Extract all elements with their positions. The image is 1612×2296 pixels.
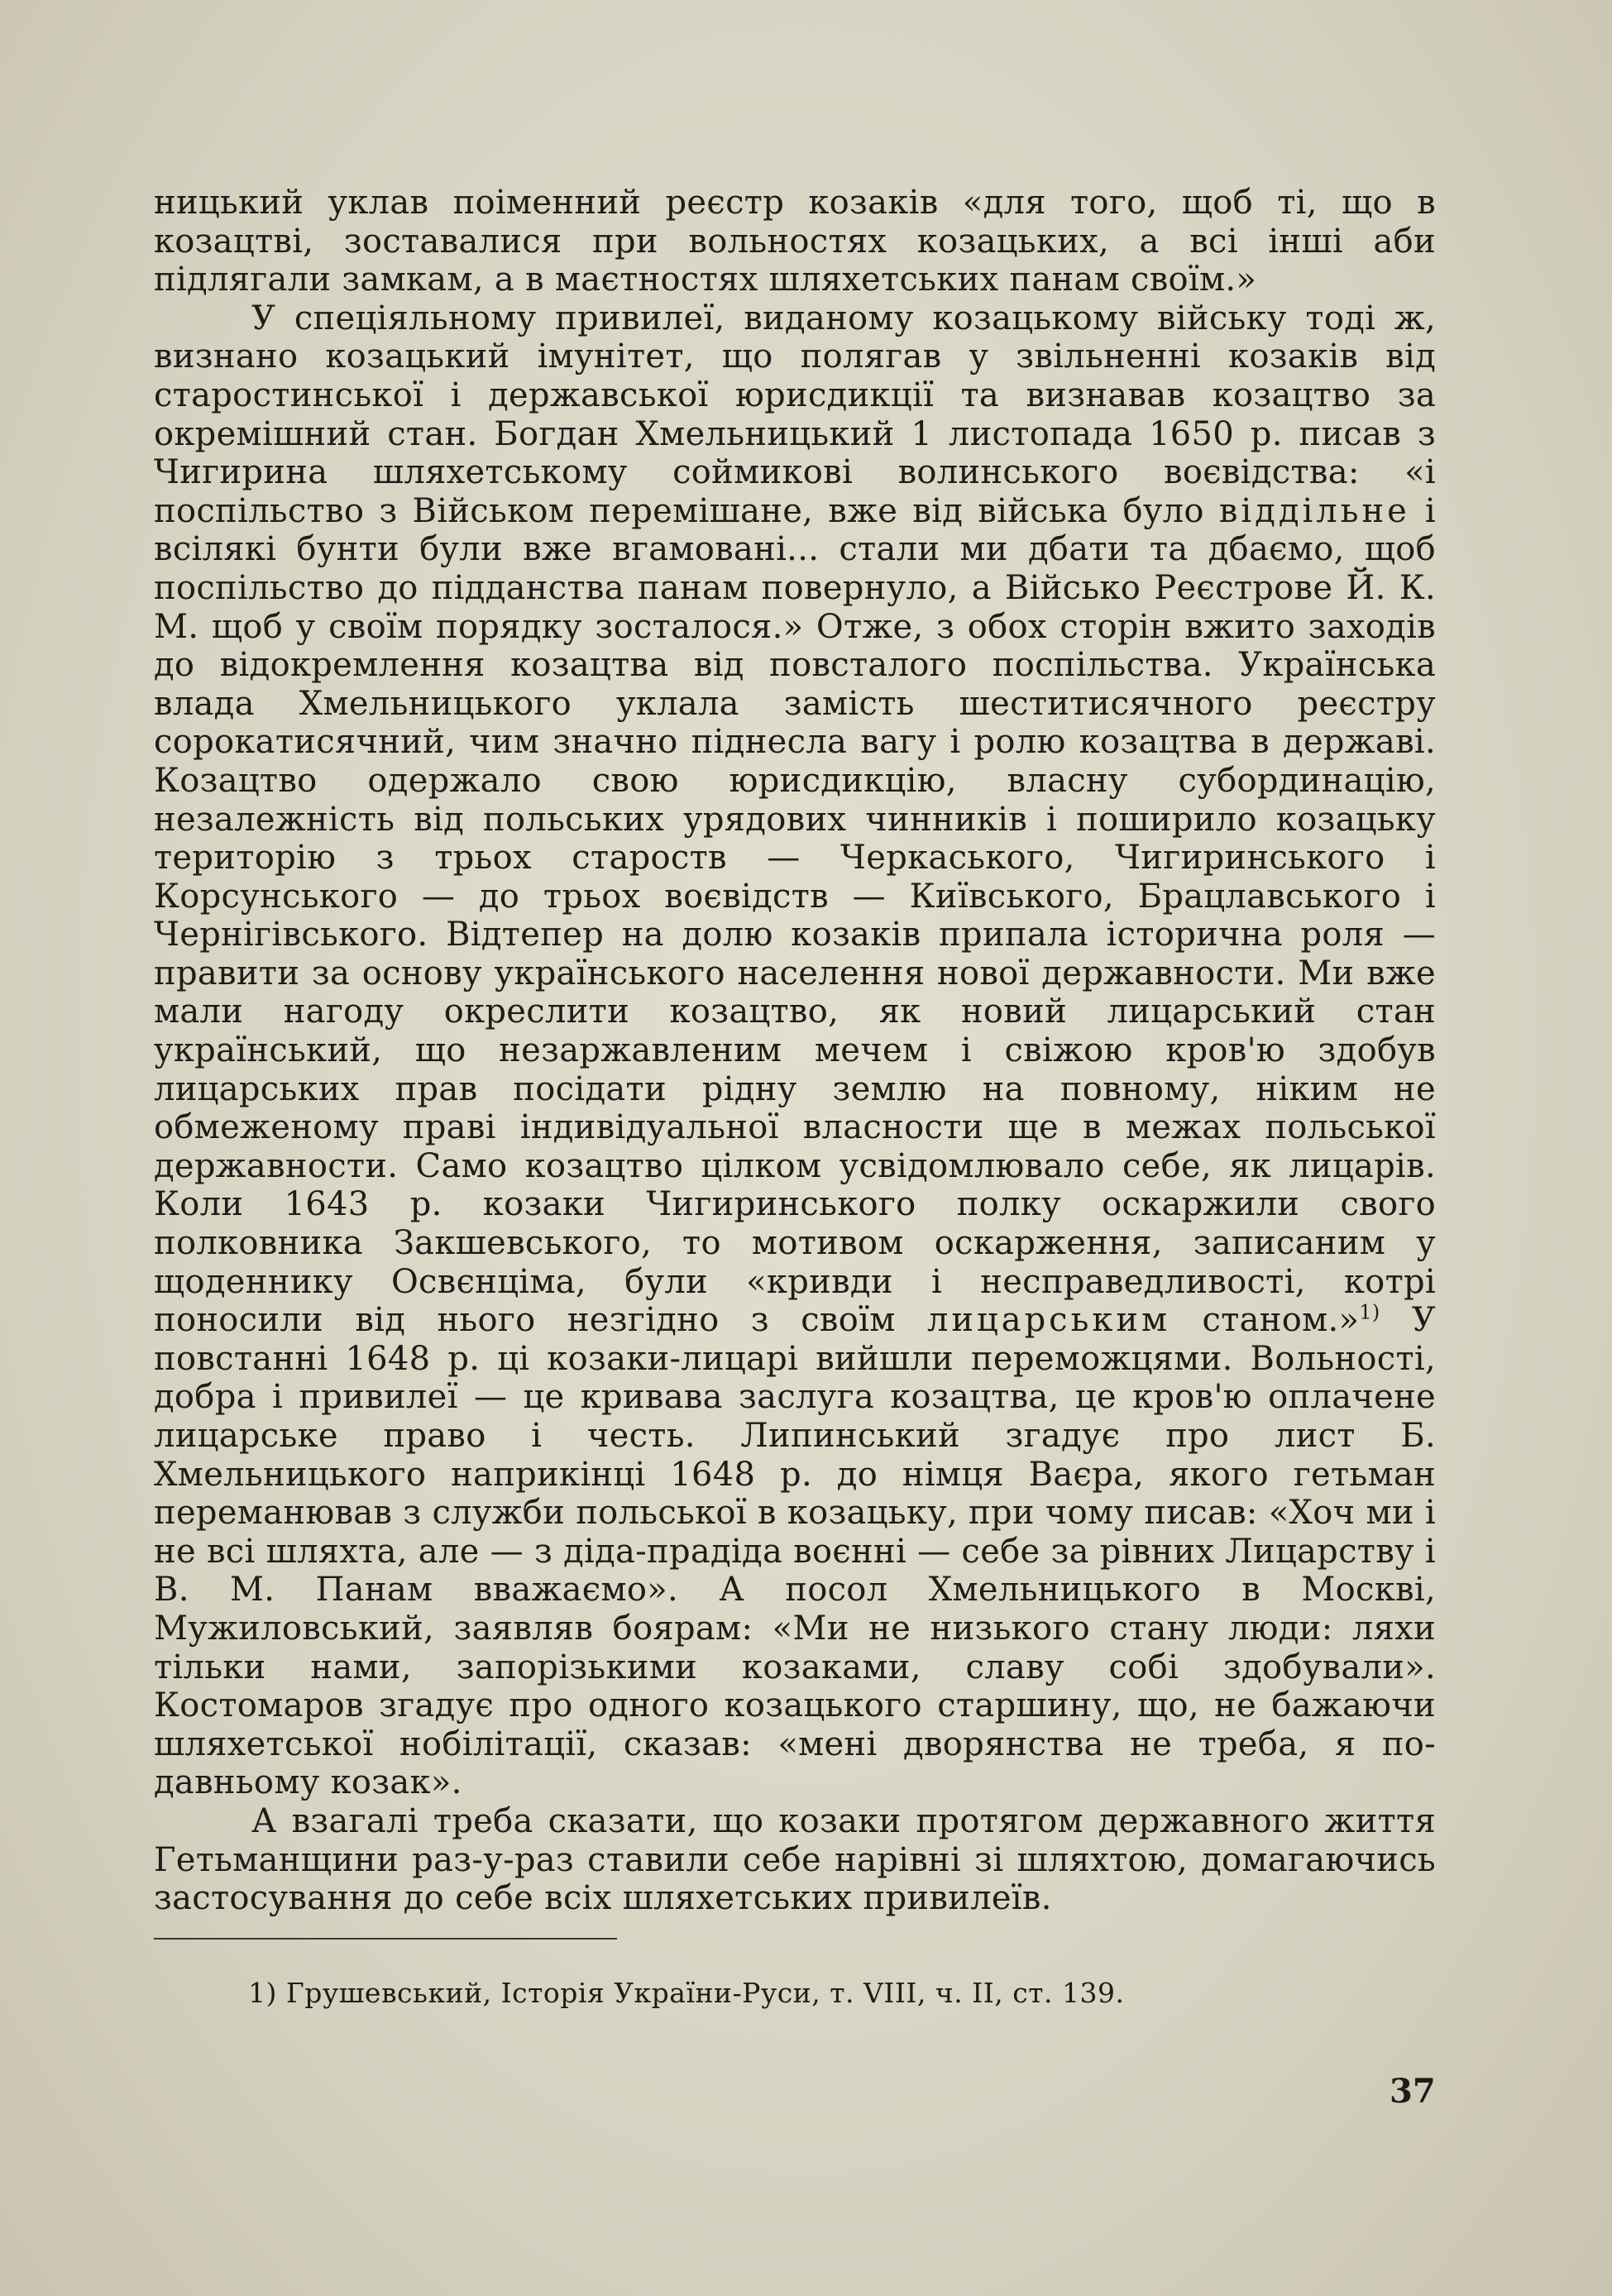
- paragraph-continued: ницький уклав поіменний реєстр козаків «для того, щоб ті, що в козацтві, зоставалися при вольностях козацьких, а всі інші аби підлягали замкам, а в маєтностях шляхетських панам своїм.»: [154, 184, 1436, 299]
- page-number: 37: [1390, 2072, 1436, 2111]
- footnote-marker: 1): [1359, 1300, 1380, 1324]
- footnote: 1) Грушевський, Історія України-Руси, т. VIII, ч. II, ст. 139.: [248, 1977, 1125, 2009]
- paragraph-text-e: станом.»: [1202, 1301, 1360, 1340]
- main-text: [154, 184, 1436, 1918]
- footnote-divider: [154, 1938, 617, 1940]
- paragraph-text-c: і всілякі бунти були вже вгамовані... стали ми дбати та дбаємо, щоб поспільство до підданства панам повернуло, а Військо Реєстрове Й. К. М. щоб у своїм порядку зосталося.» Отже, з обох сторін вжито заходів до відокремлення козацтва від повсталого поспільства. Українська влада Хмельницького уклала замість шеститисячного реєстру сорокатисячний, чим значно піднесла вагу і ролю козацтва в державі. Козацтво одержало свою юрисдикцію, власну субординацію, незалежність від польських урядових чинників і поширило козацьку територію з трьох староств — Черкаського, Чигиринського і Корсунського — до трьох воєвідств — Київського, Брацлавського і Чернігівського. Відтепер на долю козаків припала історична роля — правити за основу українського населення нової державности. Ми вже мали нагоду окреслити козацтво, як новий лицарський стан український, що незаржавленим мечем і свіжою кров'ю здобув лицарських прав посідати рідну землю на повному, ніким не обмеженому праві індивідуальної власности ще в межах польської державности. Само козацтво цілком усвідомлювало себе, як лицарів. Коли 1643 р. козаки Чигиринського полку оскаржили свого полковника Закшевського, то мотивом оскарження, записаним у щоденнику Освєнціма, були «кривди і несправедливості, котрі поносили від нього незгідно з своїм: [154, 491, 1437, 1340]
- paragraph-text-a: У спеціяльному привилеї, виданому козацькому війську тоді ж, визнано козацький імунітет, що полягав у звільненні козаків від старостинської і державської юрисдикції та визнавав козацтво за окремішний стан. Богдан Хмельницький 1 листопада 1650 р. писав з Чигирина шляхетському соймикові волинського воєвідства: «і поспільство з Військом перемішане, вже від війська було: [154, 299, 1436, 530]
- paragraph-text-f: У повстанні 1648 р. ці козаки-лицарі вийшли переможцями. Вольності, добра і привилеї — це кривава заслуга козацтва, це кров'ю оплачене лицарське право і честь. Липинський згадує про лист Б. Хмельницького наприкінці 1648 р. до німця Ваєра, якого гетьман переманював з служби польської в козацьку, при чому писав: «Хоч ми і не всі шляхта, але — з діда-прадіда воєнні — себе за рівних Лицарству і В. М. Панам вважаємо». А посол Хмельницького в Москві, Мужиловський, заявляв боярам: «Ми не низького стану люди: ляхи тільки нами, запорізькими козаками, славу собі здобували». Костомаров згадує про одного козацького старшину, що, не бажаючи шляхетської нобілітації, сказав: «мені дворянства не треба, я по-давньому козак».: [154, 1301, 1437, 1802]
- paragraph-privileges: [154, 299, 1436, 1802]
- emphasized-word: віддільне: [1218, 491, 1410, 530]
- paragraph-conclusion: А взагалі треба сказати, що козаки протягом державного життя Гетьманщини раз-у-раз ставили себе нарівні зі шляхтою, домагаючись застосування до себе всіх шляхетських привилеїв.: [154, 1801, 1436, 1918]
- emphasized-word-knightly: лицарським: [926, 1301, 1171, 1340]
